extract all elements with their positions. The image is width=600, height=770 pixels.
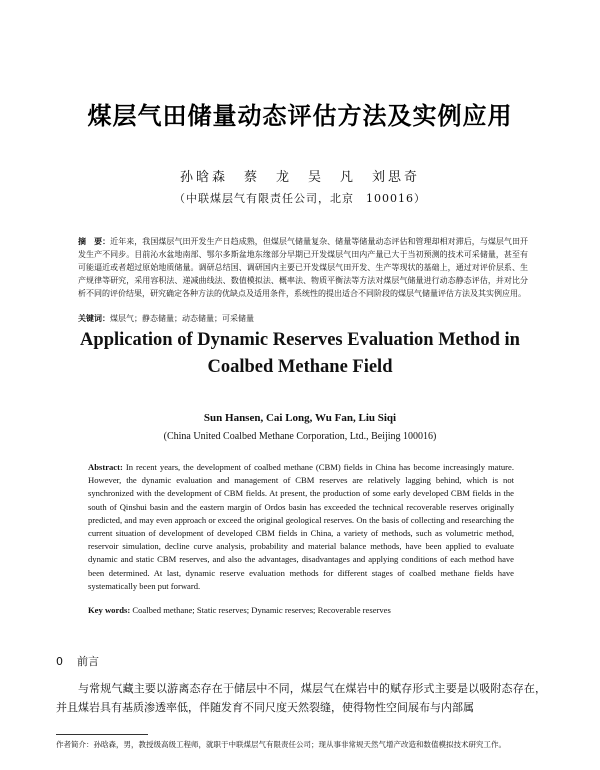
section-title: 前言: [77, 655, 99, 668]
english-abstract: [88, 461, 514, 593]
chinese-abstract-text: 近年来，我国煤层气田开发生产日趋成熟，但煤层气储量复杂、储量等储量动态评估和管理却相对滞后，与煤层气田开发生产不同步。目前沁水盆地南部、鄂尔多斯盆地东缘部分早期已开发煤层气田内产量已大于当初预测的技术可采储量，甚至有可能逼近或者超过原始地质储量。调研总结国、调研国内主要已开发煤层气田开发、生产等现状的基础上，通过对评价层系、生产规律等研究，采用容积法、递减曲线法、数值模拟法、概率法、物质平衡法等方法对煤层气储量进行动态静态评估，并对比分析不同的评价结果，研究确定各种方法的优缺点及适用条件，系统性的提出适合不同阶段的煤层气储量评估方法及其实例应用。: [78, 237, 529, 298]
english-abstract-text: In recent years, the development of coalbed methane (CBM) fields in China has become increasingly mature. However, the dynamic evaluation and management of CBM reserves are relatively lagging behind, which is not synchronized with the development of CBM fields. At present, the production of some early developed CBM fields in the south of Qinshui basin and the eastern margin of Ordos basin has exceeded the technical recoverable reserves originally predicted, and may even approach or exceed the original geological reserves. On the basis of collecting and researching the current situation of development of developed CBM fields in China, a variety of methods, such as volumetric method, reservoir simulation, decline curve analysis, probability and material balance methods, have been applied to evaluate dynamic and static CBM reserves, and also the advantages, disadvantages and applying conditions of each method have been determined. At last, dynamic reserve evaluation methods for different stages of coalbed methane fields have systematically been put forward.: [88, 462, 514, 591]
chinese-keywords: [78, 313, 528, 324]
english-title: [0, 327, 600, 381]
chinese-affiliation: （中联煤层气有限责任公司，北京 100016）: [174, 192, 426, 205]
english-title-line-1: Application of Dynamic Reserves Evaluation Method in: [80, 330, 520, 350]
english-title-line-2: Coalbed Methane Field: [207, 357, 393, 377]
chinese-keywords-label: 关键词：: [78, 313, 110, 323]
english-keywords-label: Key words:: [88, 605, 131, 615]
chinese-abstract: [78, 235, 528, 300]
section-number: 0: [56, 655, 63, 668]
english-authors: Sun Hansen, Cai Long, Wu Fan, Liu Siqi: [203, 412, 397, 424]
section-heading: [56, 653, 99, 669]
introduction-paragraph: 与常规气藏主要以游离态存在于储层中不同，煤层气在煤岩中的赋存形式主要是以吸附态存在，并且煤岩具有基质渗透率低，伴随发育不同尺度天然裂缝，使得物性空间展布与内部属: [56, 682, 546, 714]
chinese-authors: 孙晗森 蔡 龙 吴 凡 刘思奇: [179, 170, 420, 185]
chinese-title: 煤层气田储量动态评估方法及实例应用: [87, 102, 513, 130]
english-abstract-label: Abstract:: [88, 462, 123, 472]
author-footnote: 作者简介：孙晗森，男，教授级高级工程师，就职于中联煤层气有限责任公司；现从事非常规天然气增产改造和数值模拟技术研究工作。: [56, 740, 506, 749]
footnote-divider: [56, 734, 148, 735]
chinese-abstract-label: 摘 要：: [78, 236, 111, 246]
chinese-keywords-text: 煤层气；静态储量；动态储量；可采储量: [110, 314, 254, 323]
english-keywords-text: Coalbed methane; Static reserves; Dynamic reserves; Recoverable reserves: [132, 605, 391, 615]
english-keywords: [88, 605, 514, 615]
english-affiliation: (China United Coalbed Methane Corporation, Ltd., Beijing 100016): [163, 431, 437, 442]
